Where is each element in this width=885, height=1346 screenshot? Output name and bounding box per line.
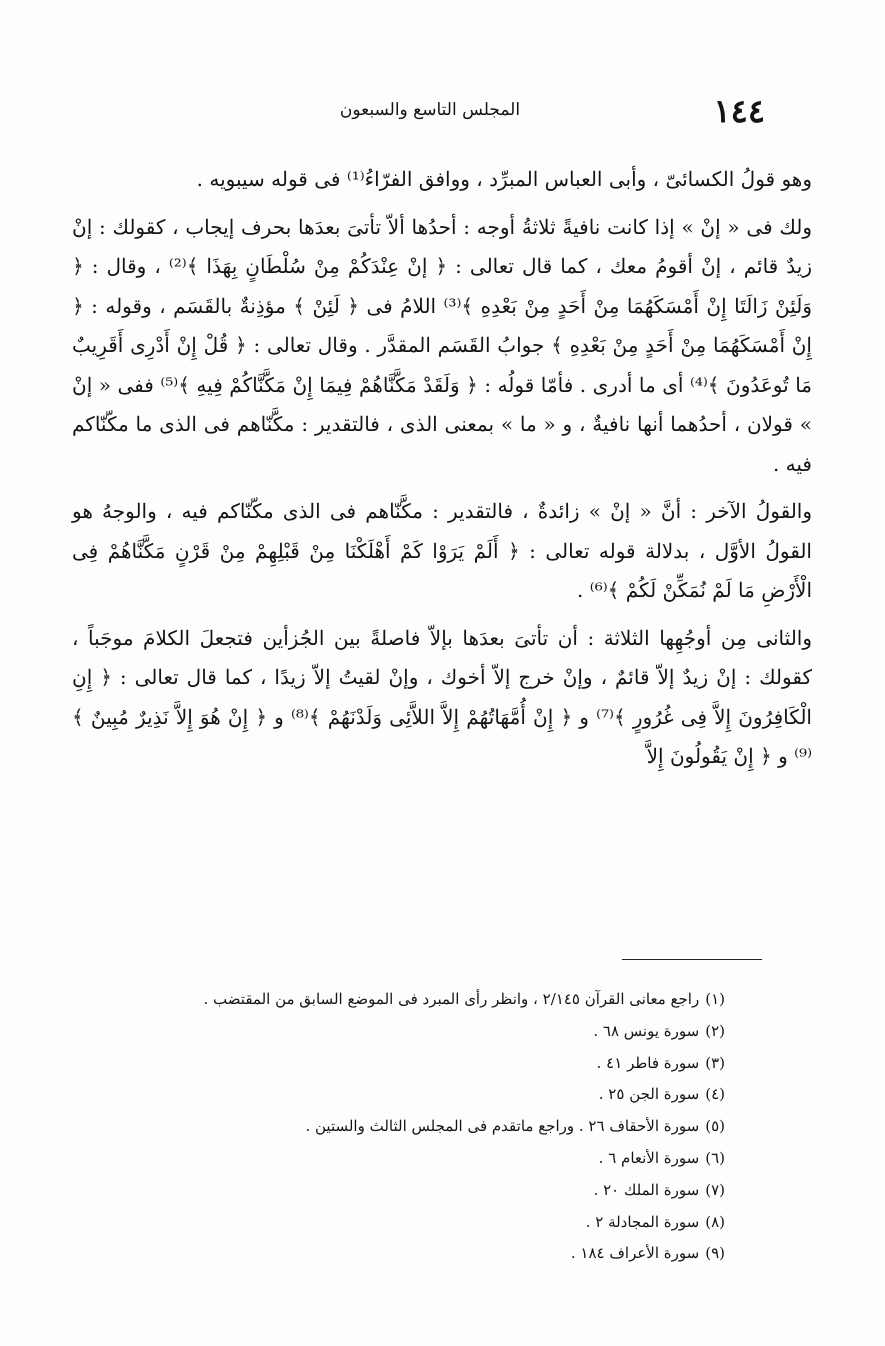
footnote-separator (622, 959, 762, 960)
paragraph-3: والقولُ الآخر : أنَّ « إنْ » زائدةٌ ، فالتقدير : مكَّنّاهم فى الذى مكّنّاكم فيه ، والوجهُ هو القولُ الأوَّل ، بدلالة قوله تعالى : ﴿ أَلَمْ يَرَوْا كَمْ أَهْلَكْنَا مِنْ قَبْلِهِمْ مِنْ قَرْنٍ مَكَّنَّاهُمْ فِى الْأَرْضِ مَا لَمْ نُمَكِّنْ لَكُمْ ﴾⁽⁶⁾ . (72, 499, 812, 602)
footnote-text: سورة الأحقاف ٢٦ . وراجع ماتقدم فى المجلس الثالث والستين . (305, 1117, 700, 1136)
footnote-text: راجع معانى القرآن ٢/١٤٥ ، وانظر رأى المبرد فى الموضع السابق من المقتضب . (203, 990, 700, 1008)
page-number: ١٤٤ (713, 92, 765, 130)
footnote-number: (٥) (705, 1117, 725, 1136)
footnote-text: سورة يونس ٦٨ . (593, 1021, 700, 1040)
running-head: المجلس التاسع والسبعون (339, 100, 521, 120)
footnote-1 (150, 984, 725, 1016)
footnote-number: (٣) (705, 1053, 725, 1072)
footnote-4 (150, 1079, 725, 1111)
footnote-2 (150, 1016, 725, 1048)
footnote-3 (150, 1048, 725, 1080)
paragraph-2: ولك فى « إنْ » إذا كانت نافيةً ثلاثةُ أوجه : أحدُها ألاّ تأتىَ بعدَها بحرف إيجاب ، كقولك : إنْ زيدٌ قائم ، إنْ أقومُ معك ، كما قال تعالى : ﴿ إنْ عِنْدَكُمْ مِنْ سُلْطَانٍ بِهَذَا ﴾⁽²⁾ ، وقال : ﴿ وَلَئِنْ زَالَتَا إِنْ أَمْسَكَهُمَا مِنْ أَحَدٍ مِنْ بَعْدِهِ ﴾⁽³⁾ اللامُ فى ﴿ لَئِنْ ﴾ مؤذِنةٌ بالقَسَم ، وقوله : ﴿ إِنْ أَمْسَكَهُمَا مِنْ أَحَدٍ مِنْ بَعْدِهِ ﴾ جوابُ القَسَم المقدَّر . وقال تعالى : ﴿ قُلْ إِنْ أَدْرِى أَقَرِيبٌ مَا تُوعَدُونَ ﴾⁽⁴⁾ أى ما أدرى . فأمّا قولُه : ﴿ وَلَقَدْ مَكَّنَّاهُمْ فِيمَا إِنْ مَكَّنَّاكُمْ فِيهِ ﴾⁽⁵⁾ ففى « إنْ » قولان ، أحدُهما أنها نافيةٌ ، و « ما » بمعنى الذى ، فالتقدير : مكَّنّاهم فى الذى ما مكّنّاكم فيه . (72, 214, 813, 476)
footnote-number: (٧) (705, 1180, 725, 1199)
footnote-number: (٢) (705, 1021, 725, 1040)
footnote-text: سورة الأنعام ٦ . (598, 1148, 700, 1167)
footnotes (150, 984, 725, 1270)
footnote-number: (٤) (705, 1085, 725, 1104)
footnote-5 (150, 1111, 725, 1143)
footnote-text: سورة الأعراف ١٨٤ . (570, 1244, 700, 1263)
footnote-text: سورة المجادلة ٢ . (585, 1212, 700, 1231)
body-text (72, 160, 812, 785)
footnote-text: سورة الجن ٢٥ . (598, 1085, 700, 1104)
footnote-number: (٨) (705, 1212, 725, 1231)
footnote-text: سورة الملك ٢٠ . (593, 1180, 700, 1199)
footnote-6 (150, 1143, 725, 1175)
paragraph-4: والثانى مِن أوجُهِها الثلاثة : أن تأتىَ بعدَها بإلاّ فاصلةً بين الجُزأين فتجعلَ الكلامَ موجَباً ، كقولك : إنْ زيدٌ إلاّ قائمٌ ، وإنْ خرج إلاّ أخوك ، وإنْ لقيتُ إلاّ زيدًا ، كما قال تعالى : ﴿ إِنِ الْكَافِرُونَ إِلاَّ فِى غُرُورٍ ﴾⁽⁷⁾ و ﴿ إِنْ أُمَّهَاتُهُمْ إِلاَّ اللاَّئِى وَلَدْنَهُمْ ﴾⁽⁸⁾ و ﴿ إِنْ هُوَ إِلاَّ نَذِيرٌ مُبِينٌ ﴾⁽⁹⁾ و ﴿ إِنْ يَقُولُونَ إِلاَّ (72, 625, 812, 768)
footnote-8 (150, 1207, 725, 1239)
paragraph-1: وهو قولُ الكسائىّ ، وأبى العباس المبرِّد ، ووافق الفرّاءُ⁽¹⁾ فى قوله سيبويه . (196, 167, 812, 191)
footnote-number: (٦) (705, 1148, 725, 1167)
footnote-9 (150, 1238, 725, 1270)
footnote-7 (150, 1175, 725, 1207)
footnote-number: (٩) (705, 1244, 725, 1263)
footnote-number: (١) (705, 990, 725, 1008)
footnote-text: سورة فاطر ٤١ . (596, 1053, 700, 1072)
